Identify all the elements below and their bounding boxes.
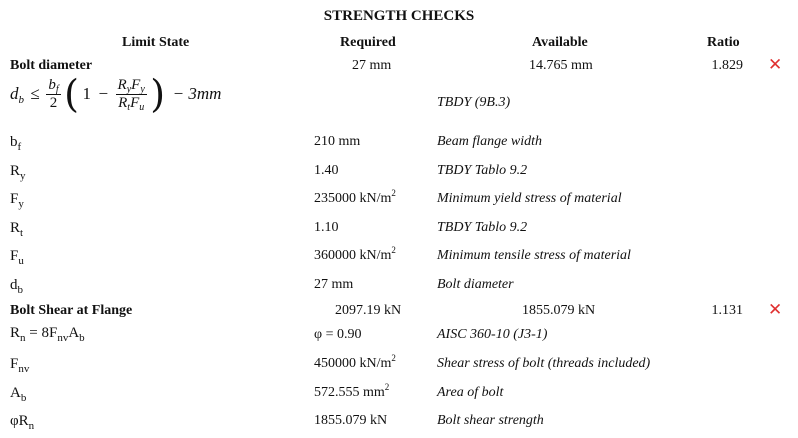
param-description: Area of bolt <box>437 385 504 400</box>
param-symbol: $F_y$ <box>10 191 24 210</box>
param-value: 572.555 $mm^2$ <box>314 382 390 400</box>
param-symbol: $A_b$ <box>10 385 27 404</box>
param-value: 1855.079 kN <box>314 413 388 428</box>
param-value: 360000 $kN/m^2$ <box>314 245 396 263</box>
param-value: 235000 $kN/m^2$ <box>314 188 396 206</box>
param-description: Bolt shear strength <box>437 413 544 428</box>
param-description: Beam flange width <box>437 134 542 149</box>
param-description: Minimum yield stress of material <box>437 191 622 206</box>
bolt-diameter-ratio: 1.829 <box>711 58 743 73</box>
param-symbol: $F_{nv}$ <box>10 356 30 375</box>
param-symbol: $F_u$ <box>10 248 24 267</box>
bolt-shear-reference: AISC 360-10 (J3-1) <box>437 327 548 342</box>
param-description: Shear stress of bolt (threads included) <box>437 356 651 371</box>
bolt-shear-available: 1855.079 kN <box>522 303 596 318</box>
cross-icon: ✕ <box>768 300 783 320</box>
param-value: 450000 $kN/m^2$ <box>314 353 396 371</box>
bolt-shear-label: Bolt Shear at Flange <box>10 303 133 318</box>
header-ratio: Ratio <box>707 35 740 50</box>
bolt-diameter-label: Bolt diameter <box>10 58 93 73</box>
param-symbol: $\varphi R_n$ <box>10 413 35 432</box>
bolt-shear-required: 2097.19 kN <box>335 303 402 318</box>
cross-icon: ✕ <box>768 55 783 75</box>
header-required: Required <box>340 35 396 50</box>
param-description: Bolt diameter <box>437 277 514 292</box>
param-symbol: $d_b$ <box>10 277 23 296</box>
param-description: TBDY Tablo 9.2 <box>437 220 528 235</box>
bolt-diameter-available: 14.765 mm <box>529 58 593 73</box>
bolt-diameter-reference: TBDY (9B.3) <box>437 95 511 110</box>
param-value: 27 mm <box>314 277 354 292</box>
header-available: Available <box>532 35 588 50</box>
param-symbol: $R_t$ <box>10 220 24 239</box>
param-description: TBDY Tablo 9.2 <box>437 163 528 178</box>
header-limit-state: Limit State <box>122 35 190 50</box>
param-description: Minimum tensile stress of material <box>437 248 631 263</box>
param-value: 210 mm <box>314 134 361 149</box>
param-symbol: $R_y$ <box>10 163 26 182</box>
bolt-shear-formula: $R_n = 8F_{nv}A_b$ <box>10 325 85 344</box>
param-symbol: $b_f$ <box>10 134 22 153</box>
param-value: 1.40 <box>314 163 339 178</box>
bolt-shear-phi: φ = 0.90 <box>314 327 362 342</box>
bolt-diameter-formula: $d_b$ ≤ $\frac{b_f}{2}$ ( 1 − $\frac{R_yF_y}{R_tF_u}$ ) − 3mm <box>10 72 222 116</box>
bolt-diameter-required: 27 mm <box>352 58 392 73</box>
param-value: 1.10 <box>314 220 339 235</box>
page-title: STRENGTH CHECKS <box>323 8 475 24</box>
bolt-shear-ratio: 1.131 <box>711 303 743 318</box>
